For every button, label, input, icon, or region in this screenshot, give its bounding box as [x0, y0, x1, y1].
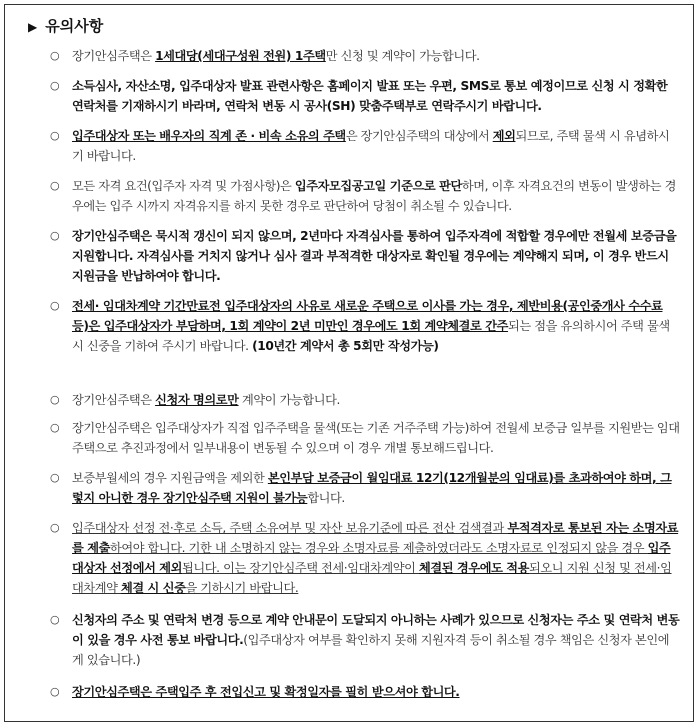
text-segment: 장기안심주택은 주택입주 후 전입신고 및 확정일자를 필히 받으셔야 합니다.: [72, 685, 460, 699]
text-segment: 모든 자격 요건(입주자 자격 및 가점사항)은: [72, 179, 295, 193]
text-segment: 입주대상자 또는 배우자의 직계 존 · 비속 소유의 주택: [72, 129, 346, 143]
text-segment: 전세· 임대차계약 기간만료전 입주대상자의 사유로 새로운 주택으로 이사를 가는 경우, 제반비용(공인중개사 수수료 등)은 입주대상자가 부담하며, 1회 계약이 2년 미만인 경우에도 1회 계약체결로 간주: [72, 299, 663, 333]
text-segment: 만 신청 및 계약이 가능합니다.: [325, 49, 480, 63]
text-segment: 하며, 이후 자격요건의 변동이 발생하는 경우에는 입주 시까지 자격유지를 하지 못한 경우로 판단하여 당첨이 취소될 수 있습니다.: [72, 179, 677, 213]
notice-text: [72, 126, 680, 166]
text-segment: 장기안심주택은: [72, 393, 156, 407]
circle-bullet-icon: ○: [50, 49, 60, 62]
text-segment: 1세대당(세대구성원 전원) 1주택: [155, 49, 326, 63]
notice-item: [50, 610, 680, 670]
notice-item: [50, 390, 680, 410]
text-segment: 체결 시 신중: [120, 581, 186, 595]
circle-bullet-icon: ○: [50, 229, 60, 242]
text-segment: 입주자모집공고일 기준으로 판단: [294, 179, 462, 193]
text-segment: 본인부담 보증금이 월임대료 12기(12개월분의 임대료)를 초과하여야 하며, 그렇지 아니한 경우 장기안심주택 지원이 불가능: [72, 471, 672, 505]
circle-bullet-icon: ○: [50, 393, 60, 406]
text-segment: 체결된 경우에도 적용: [418, 561, 530, 575]
notice-item: [50, 682, 680, 702]
circle-bullet-icon: ○: [50, 471, 60, 484]
text-segment: 장기안심주택은 입주대상자가 직접 입주주택을 물색(또는 기존 거주주택 가능)하여 전월세 보증금 일부를 지원받는 임대주택으로 추진과정에서 일부내용이 변동될 수 있으며 이 경우 개별 통보해드립니다.: [72, 421, 680, 455]
notice-item: [50, 76, 680, 116]
notice-item: [50, 126, 680, 166]
text-segment: 장기안심주택은: [72, 49, 156, 63]
text-segment: 신청자 명의로만: [155, 393, 239, 407]
circle-bullet-icon: ○: [50, 299, 60, 312]
text-segment: 소득심사, 자산소명, 입주대상자 발표 관련사항은 홈페이지 발표 또는 우편, SMS로 통보 예정이므로 신청 시 정확한 연락처를 기재하시기 바라며, 연락처 변동 시 공사(SH) 맞춤주택부로 연락주시기 바랍니다.: [72, 79, 668, 113]
notice-item: [50, 176, 680, 216]
notice-text: [72, 176, 680, 216]
text-segment: 신청자의 주소 및 연락처 변경 등으로 계약 안내문이 도달되지 아니하는 사례가 있으므로 신청자는 주소 및 연락처 변동이 있을 경우 사전 통보 바랍니다.: [72, 613, 680, 647]
text-segment: (입주대상자 여부를 확인하지 못해 지원자격 등이 취소될 경우 책임은 신청자 본인에게 있습니다.): [72, 633, 670, 667]
notice-item: [50, 46, 680, 66]
notice-text: [72, 76, 680, 116]
circle-bullet-icon: ○: [50, 79, 60, 92]
notice-text: [72, 296, 680, 356]
notice-text: [72, 46, 680, 66]
text-segment: 부적격자로 통보된 자는 소명자료를 제출: [72, 521, 679, 555]
section-heading: [28, 15, 103, 36]
text-segment: 입주대상자 선정에서 제외: [72, 541, 671, 575]
text-segment: 제외: [492, 129, 516, 143]
circle-bullet-icon: ○: [50, 179, 60, 192]
circle-bullet-icon: ○: [50, 685, 60, 698]
text-segment: 보증부월세의 경우 지원금액을 제외한: [72, 471, 268, 485]
text-segment: 됩니다. 이는 장기안심주택 전세·임대차계약이: [182, 561, 419, 575]
heading-text: 유의사항: [45, 17, 104, 35]
circle-bullet-icon: ○: [50, 521, 60, 534]
notice-text: [72, 226, 680, 286]
triangle-bullet-icon: ▶: [28, 20, 38, 34]
text-segment: 은 장기안심주택의 대상에서: [345, 129, 493, 143]
circle-bullet-icon: ○: [50, 129, 60, 142]
notice-item: [50, 468, 680, 508]
notice-item: [50, 418, 680, 458]
circle-bullet-icon: ○: [50, 613, 60, 626]
text-segment: 입주대상자 선정 전·후로 소득, 주택 소유여부 및 자산 보유기준에 따른 전산 검색결과: [72, 521, 508, 535]
notice-item: [50, 518, 680, 598]
text-segment: 을 기하시기 바랍니다.: [185, 581, 299, 595]
circle-bullet-icon: ○: [50, 421, 60, 434]
text-segment: 되므로, 주택 물색 시 유념하시기 바랍니다.: [72, 129, 670, 163]
notice-text: [72, 518, 680, 598]
notice-item: [50, 296, 680, 356]
notice-text: [72, 682, 680, 702]
text-segment: 장기안심주택은 묵시적 갱신이 되지 않으며, 2년마다 자격심사를 통하여 입주자격에 적합할 경우에만 전월세 보증금을 지원합니다. 자격심사를 거치지 않거나 심사 결과 부적격한 대상자로 확인될 경우에는 계약해지 되며, 이 경우 반드시 지원금을 반납하여야 합니다.: [72, 229, 677, 283]
text-segment: (10년간 계약서 총 5회만 작성가능): [252, 339, 439, 353]
notice-text: [72, 390, 680, 410]
text-segment: 하여야 합니다. 기한 내 소명하지 않는 경우와 소명자료를 제출하였더라도 소명자료로 인정되지 않을 경우: [109, 541, 648, 555]
notice-text: [72, 468, 680, 508]
notice-item: [50, 226, 680, 286]
notice-text: [72, 418, 680, 458]
text-segment: 되오니 지원 신청 및 전세·임대차계약: [72, 561, 672, 595]
text-segment: 되는 점을 유의하시어 주택 물색 시 신중을 기하여 주시기 바랍니다.: [72, 319, 670, 353]
text-segment: 합니다.: [307, 491, 345, 505]
text-segment: 계약이 가능합니다.: [238, 393, 340, 407]
notice-text: [72, 610, 680, 670]
